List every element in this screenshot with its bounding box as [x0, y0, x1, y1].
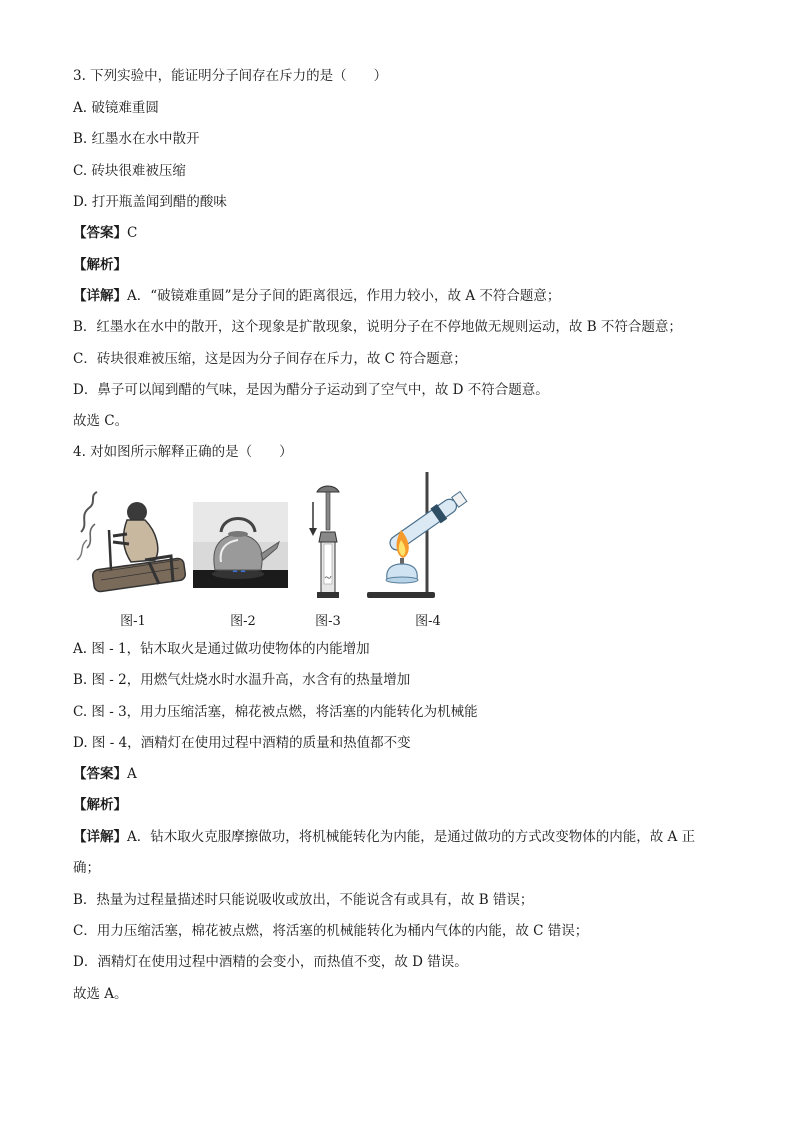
figure-3-caption: 图-3: [315, 614, 341, 629]
q4-answer-tag: 【答案】: [73, 766, 127, 782]
q4-option-a: A. 图 - 1，钻木取火是通过做功使物体的内能增加: [73, 641, 370, 657]
q3-detail-line: D．鼻子可以闻到醋的气味，是因为醋分子运动到了空气中，故 D 不符合题意。: [73, 382, 549, 398]
q4-stem: 4. 对如图所示解释正确的是（ ）: [73, 444, 293, 460]
q4-detail-line: 确；: [73, 860, 100, 876]
test-tube-alcohol-lamp-illustration: [363, 470, 478, 602]
q3-option-b: B. 红墨水在水中散开: [73, 131, 200, 147]
q4-analysis-tag: 【解析】: [73, 797, 127, 813]
q4-option-d: D. 图 - 4，酒精灯在使用过程中酒精的质量和热值都不变: [73, 735, 411, 751]
q3-option-d: D. 打开瓶盖闻到醋的酸味: [73, 194, 227, 210]
q3-analysis-tag: 【解析】: [73, 257, 127, 273]
q3-detail-line: B．红墨水在水中的散开，这个现象是扩散现象，说明分子在不停地做无规则运动，故 B 不符合题意；: [73, 319, 682, 335]
q4-detail-line: C．用力压缩活塞，棉花被点燃，将活塞的机械能转化为桶内气体的内能，故 C 错误；: [73, 923, 589, 939]
q3-conclusion: 故选 C。: [73, 413, 129, 429]
q4-detail-line: B．热量为过程量描述时只能说吸收或放出，不能说含有或具有，故 B 错误；: [73, 892, 534, 908]
fire-drill-illustration: [75, 490, 190, 602]
compression-cylinder-illustration: [303, 482, 353, 604]
figure-1-caption: 图-1: [120, 614, 146, 629]
q3-option-a: A. 破镜难重圆: [73, 100, 159, 116]
q3-stem: 3. 下列实验中，能证明分子间存在斥力的是（ ）: [73, 68, 388, 84]
q4-answer-value: A: [127, 766, 137, 782]
q3-answer-value: C: [127, 225, 138, 241]
figure-2-caption: 图-2: [230, 614, 256, 629]
q4-detail-line: [73, 828, 695, 846]
q3-detail-line: C．砖块很难被压缩，这是因为分子间存在斥力，故 C 符合题意；: [73, 351, 467, 367]
q4-detail-line: D．酒精灯在使用过程中酒精的会变小，而热值不变，故 D 错误。: [73, 954, 468, 970]
q4-detail-text: A．钻木取火克服摩擦做功，将机械能转化为内能，是通过做功的方式改变物体的内能，故 A 正: [127, 829, 696, 845]
q4-detail-tag: 【详解】: [73, 829, 127, 845]
q4-option-c: C. 图 - 3，用力压缩活塞，棉花被点燃，将活塞的内能转化为机械能: [73, 704, 478, 720]
q4-conclusion: 故选 A。: [73, 986, 128, 1002]
q3-option-c: C. 砖块很难被压缩: [73, 163, 186, 179]
q3-detail-text: A．“破镜难重圆”是分子间的距离很远，作用力较小，故 A 不符合题意；: [127, 288, 561, 304]
kettle-on-stove-photo: [193, 502, 288, 588]
q3-answer: [73, 224, 137, 242]
q4-answer: [73, 765, 137, 783]
q4-figures: [73, 470, 493, 630]
figure-4-caption: 图-4: [415, 614, 441, 629]
q4-option-b: B. 图 - 2，用燃气灶烧水时水温升高，水含有的热量增加: [73, 672, 411, 688]
q3-detail-tag: 【详解】: [73, 288, 127, 304]
q3-answer-tag: 【答案】: [73, 225, 127, 241]
q3-detail-line: [73, 287, 560, 305]
